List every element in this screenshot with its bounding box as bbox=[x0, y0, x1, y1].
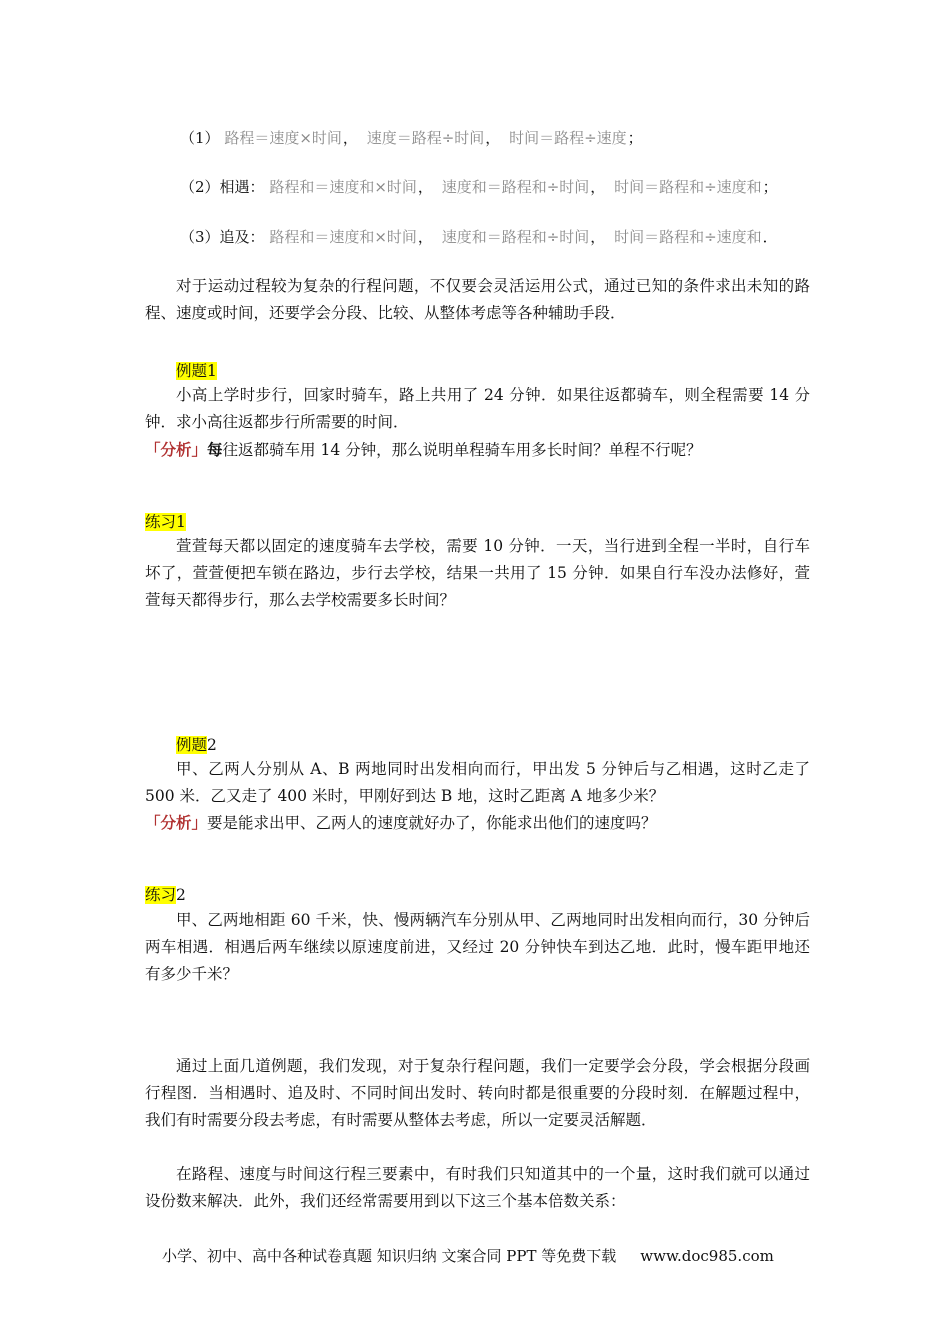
intro-paragraph: 对于运动过程较为复杂的行程问题，不仅要会灵活运用公式，通过已知的条件求出未知的路程、速度或时间，还要学会分段、比较、从整体考虑等各种辅助手段． bbox=[145, 277, 810, 322]
formula-separator: ， bbox=[417, 228, 433, 246]
example-2-tag bbox=[176, 734, 217, 756]
practice-1-tag bbox=[145, 511, 186, 533]
analysis-text: 要是能求出甲、乙两人的速度就好办了，你能求出他们的速度吗？ bbox=[207, 814, 657, 832]
formula: 路程＝速度×时间 bbox=[224, 129, 342, 147]
formula-separator: ； bbox=[627, 129, 643, 147]
formula-separator: ， bbox=[342, 129, 358, 147]
formula-number: （2）相遇： bbox=[180, 178, 265, 196]
formula: 速度和＝路程和÷时间 bbox=[441, 228, 590, 246]
formula-line-3 bbox=[180, 226, 782, 248]
formula-number: （3）追及： bbox=[180, 228, 265, 246]
formula-number: （1） bbox=[180, 129, 220, 147]
formula-line-1 bbox=[180, 127, 647, 149]
example-2-analysis bbox=[145, 810, 810, 837]
formula: 速度＝路程÷时间 bbox=[366, 129, 485, 147]
formula: 路程和＝速度和×时间 bbox=[269, 178, 417, 196]
formula-separator: ， bbox=[485, 129, 501, 147]
analysis-label: 「分析」 bbox=[145, 814, 208, 832]
summary-paragraph-2: 在路程、速度与时间这行程三要素中，有时我们只知道其中的一个量，这时我们就可以通过设份数来解决．此外，我们还经常需要用到以下这三个基本倍数关系： bbox=[145, 1165, 810, 1210]
example-number: 1 bbox=[207, 362, 217, 380]
formula-separator: ， bbox=[417, 178, 433, 196]
example-number: 2 bbox=[207, 736, 217, 754]
formula-separator: ． bbox=[762, 228, 778, 246]
practice-number: 1 bbox=[176, 513, 186, 531]
formula: 时间＝路程和÷速度和 bbox=[614, 228, 762, 246]
practice-2-tag bbox=[145, 884, 186, 906]
analysis-label: 「分析」 bbox=[145, 441, 208, 459]
practice-label: 练习 bbox=[145, 886, 177, 904]
example-1-text: 小高上学时步行，回家时骑车，路上共用了 24 分钟．如果往返都骑车，则全程需要 14 分钟．求小高往返都步行所需要的时间． bbox=[145, 386, 810, 431]
formula-line-2 bbox=[180, 176, 782, 198]
formula: 时间＝路程和÷速度和 bbox=[614, 178, 762, 196]
footer-text: 小学、初中、高中各种试卷真题 知识归纳 文案合同 PPT 等免费下载 bbox=[162, 1247, 617, 1265]
example-1-analysis bbox=[145, 436, 810, 464]
analysis-text: 往返都骑车用 14 分钟，那么说明单程骑车用多长时间？单程不行呢？ bbox=[222, 441, 702, 459]
formula: 时间＝路程÷速度 bbox=[509, 129, 627, 147]
formula: 速度和＝路程和÷时间 bbox=[441, 178, 590, 196]
example-2-text: 甲、乙两人分别从 A、B 两地同时出发相向而行，甲出发 5 分钟后与乙相遇，这时乙走了 500 米．乙又走了 400 米时，甲刚好到达 B 地，这时乙距离 A 地多少米？ bbox=[145, 760, 810, 805]
formula: 路程和＝速度和×时间 bbox=[269, 228, 417, 246]
formula-separator: ， bbox=[590, 178, 606, 196]
example-label: 例题 bbox=[176, 362, 208, 380]
formula-separator: ； bbox=[762, 178, 778, 196]
page-footer bbox=[162, 1245, 774, 1267]
practice-label: 练习 bbox=[145, 513, 177, 531]
formula-separator: ， bbox=[590, 228, 606, 246]
practice-1-text: 萱萱每天都以固定的速度骑车去学校，需要 10 分钟．一天，当行进到全程一半时，自行车坏了，萱萱便把车锁在路边，步行去学校，结果一共用了 15 分钟．如果自行车没办法修好，萱萱每天都得步行，那么去学校需要多长时间？ bbox=[145, 537, 810, 609]
footer-site-link[interactable]: www.doc985.com bbox=[640, 1247, 774, 1265]
practice-number: 2 bbox=[176, 886, 186, 904]
summary-paragraph-1: 通过上面几道例题，我们发现，对于复杂行程问题，我们一定要学会分段，学会根据分段画行程图．当相遇时、追及时、不同时间出发时、转向时都是很重要的分段时刻．在解题过程中，我们有时需要分段去考虑，有时需要从整体去考虑，所以一定要灵活解题． bbox=[145, 1057, 810, 1129]
analysis-first-char: 每 bbox=[207, 440, 223, 459]
example-label: 例题 bbox=[176, 736, 208, 754]
practice-2-text: 甲、乙两地相距 60 千米，快、慢两辆汽车分别从甲、乙两地同时出发相向而行，30 分钟后两车相遇．相遇后两车继续以原速度前进，又经过 20 分钟快车到达乙地．此时，慢车距甲地还有多少千米？ bbox=[145, 911, 810, 983]
example-1-tag bbox=[176, 360, 217, 382]
